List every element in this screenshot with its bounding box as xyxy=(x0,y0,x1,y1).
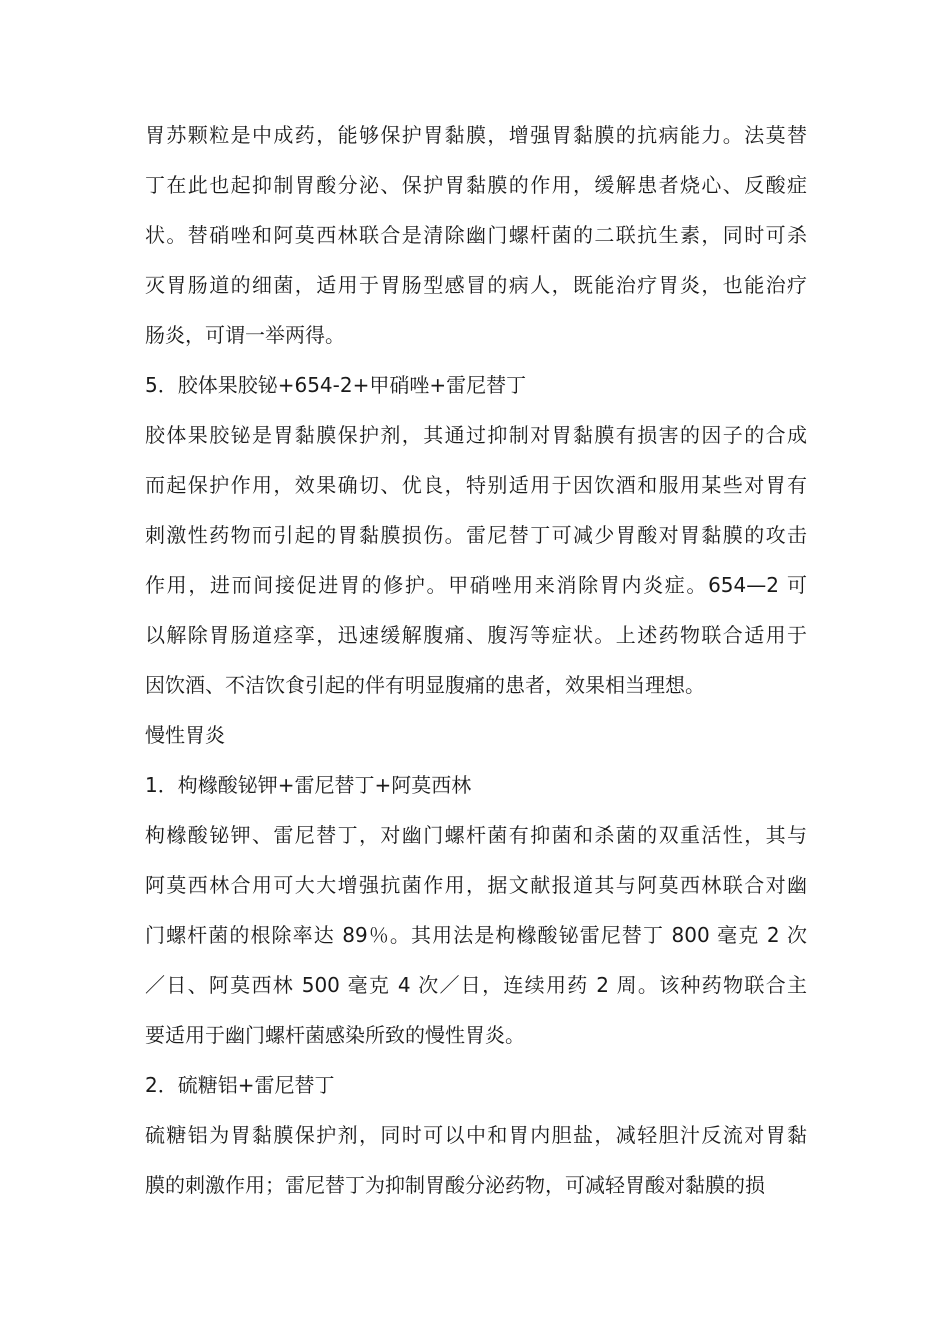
text-line: 2．硫糖铝+雷尼替丁 xyxy=(145,1073,335,1097)
text-line: 胶体果胶铋是胃黏膜保护剂，其通过抑制对胃黏膜有损害的因子的合成 xyxy=(145,423,807,447)
text-line: 5．胶体果胶铋+654-2+甲硝唑+雷尼替丁 xyxy=(145,373,527,397)
text-line: 以解除胃肠道痉挛，迅速缓解腹痛、腹泻等症状。上述药物联合适用于 xyxy=(145,623,807,647)
text-line: 状。替硝唑和阿莫西林联合是清除幽门螺杆菌的二联抗生素，同时可杀 xyxy=(145,223,807,247)
text-line: 丁在此也起抑制胃酸分泌、保护胃黏膜的作用，缓解患者烧心、反酸症 xyxy=(145,173,807,197)
text-line: 膜的刺激作用；雷尼替丁为抑制胃酸分泌药物，可减轻胃酸对黏膜的损 xyxy=(145,1173,765,1197)
text-line: 门螺杆菌的根除率达 89％。其用法是枸橼酸铋雷尼替丁 800 毫克 2 次 xyxy=(145,923,807,947)
text-line: 1．枸橼酸铋钾+雷尼替丁+阿莫西林 xyxy=(145,773,472,797)
text-line: 阿莫西林合用可大大增强抗菌作用，据文献报道其与阿莫西林联合对幽 xyxy=(145,873,807,897)
section-heading xyxy=(145,1060,807,1110)
text-line: ／日、阿莫西林 500 毫克 4 次／日，连续用药 2 周。该种药物联合主 xyxy=(145,973,807,997)
section-heading xyxy=(145,360,807,410)
text-line: 胃苏颗粒是中成药，能够保护胃黏膜，增强胃黏膜的抗病能力。法莫替 xyxy=(145,123,807,147)
text-line: 灭胃肠道的细菌，适用于胃肠型感冒的病人，既能治疗胃炎，也能治疗 xyxy=(145,273,807,297)
section-heading xyxy=(145,760,807,810)
text-line: 慢性胃炎 xyxy=(145,723,225,747)
body-paragraph xyxy=(145,110,807,360)
text-line: 作用，进而间接促进胃的修护。甲硝唑用来消除胃内炎症。654—2 可 xyxy=(145,573,807,597)
body-paragraph xyxy=(145,1110,807,1210)
text-line: 肠炎，可谓一举两得。 xyxy=(145,323,345,347)
body-paragraph xyxy=(145,410,807,710)
section-heading xyxy=(145,710,807,760)
text-line: 枸橼酸铋钾、雷尼替丁，对幽门螺杆菌有抑菌和杀菌的双重活性，其与 xyxy=(145,823,807,847)
text-line: 要适用于幽门螺杆菌感染所致的慢性胃炎。 xyxy=(145,1023,525,1047)
text-line: 而起保护作用，效果确切、优良，特别适用于因饮酒和服用某些对胃有 xyxy=(145,473,807,497)
document-body xyxy=(145,110,807,1210)
text-line: 刺激性药物而引起的胃黏膜损伤。雷尼替丁可减少胃酸对胃黏膜的攻击 xyxy=(145,523,807,547)
text-line: 因饮酒、不洁饮食引起的伴有明显腹痛的患者，效果相当理想。 xyxy=(145,673,705,697)
text-line: 硫糖铝为胃黏膜保护剂，同时可以中和胃内胆盐，减轻胆汁反流对胃黏 xyxy=(145,1123,807,1147)
body-paragraph xyxy=(145,810,807,1060)
